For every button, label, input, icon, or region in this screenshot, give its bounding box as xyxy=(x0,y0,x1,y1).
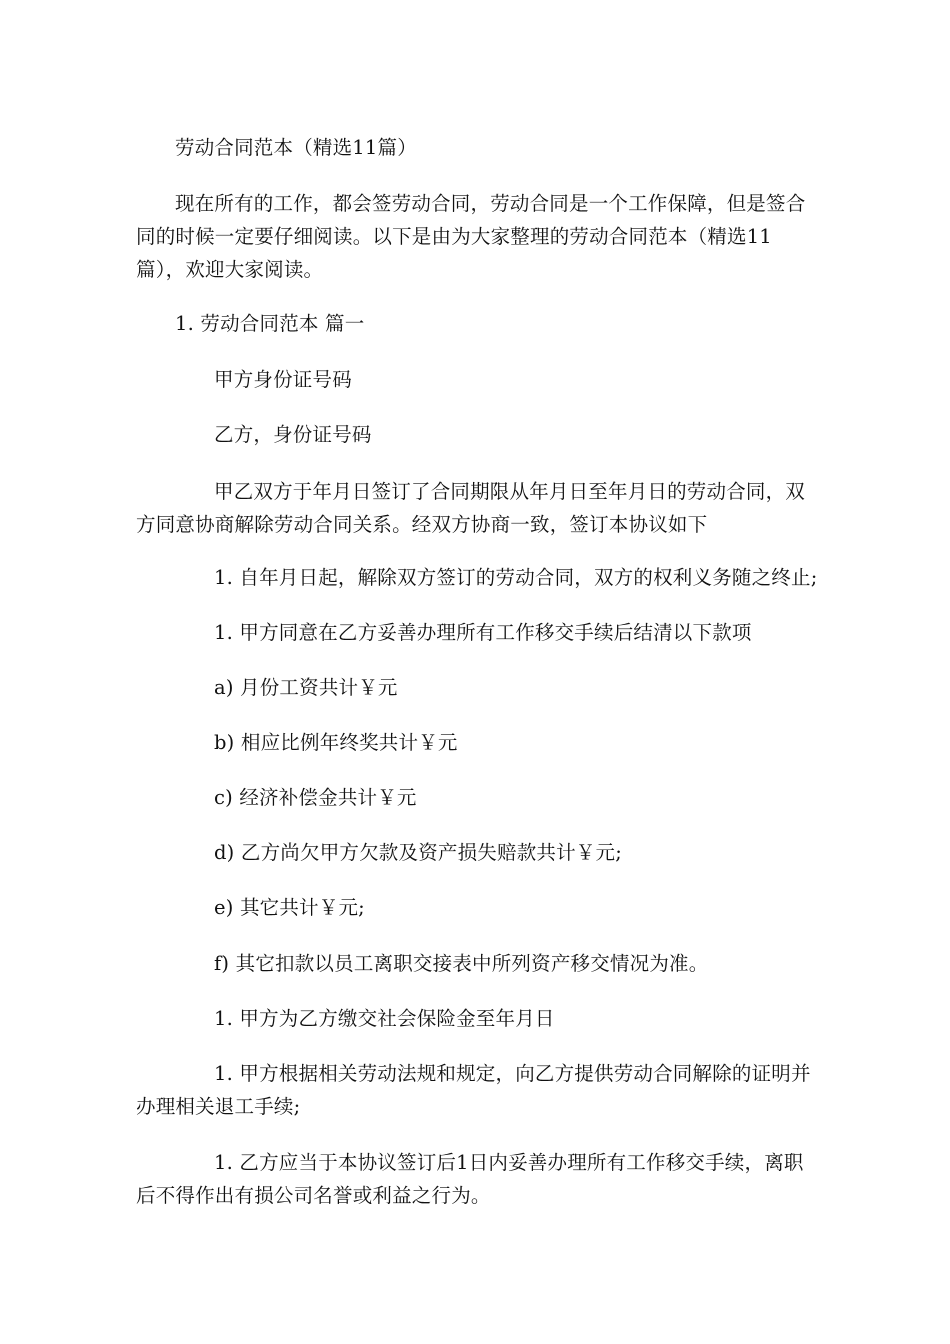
party-a-line: 甲方身份证号码 xyxy=(214,368,352,391)
clause-5-text: 1. 乙方应当于本协议签订后1日内妥善办理所有工作移交手续，离职后不得作出有损公司名誉或利益之行为。 xyxy=(136,1151,804,1207)
payment-item-a: a) 月份工资共计￥元 xyxy=(214,676,398,699)
party-b-line: 乙方，身份证号码 xyxy=(214,423,372,446)
payment-item-c: c) 经济补偿金共计￥元 xyxy=(214,786,417,809)
clause-5-paragraph xyxy=(136,1146,816,1212)
payment-item-f: f) 其它扣款以员工离职交接表中所列资产移交情况为准。 xyxy=(214,952,709,975)
section-heading: 1. 劳动合同范本 篇一 xyxy=(175,312,365,335)
payment-item-b: b) 相应比例年终奖共计￥元 xyxy=(214,731,458,754)
clause-3: 1. 甲方为乙方缴交社会保险金至年月日 xyxy=(214,1007,555,1030)
document-title: 劳动合同范本（精选11篇） xyxy=(175,136,417,159)
clause-4-text: 1. 甲方根据相关劳动法规和规定，向乙方提供劳动合同解除的证明并办理相关退工手续; xyxy=(136,1062,811,1118)
agreement-intro-text: 甲乙双方于年月日签订了合同期限从年月日至年月日的劳动合同，双方同意协商解除劳动合同关系。经双方协商一致，签订本协议如下 xyxy=(136,480,806,536)
payment-item-d: d) 乙方尚欠甲方欠款及资产损失赔款共计￥元; xyxy=(214,841,622,864)
clause-2: 1. 甲方同意在乙方妥善办理所有工作移交手续后结清以下款项 xyxy=(214,621,752,644)
intro-paragraph xyxy=(136,187,816,286)
clause-4-paragraph xyxy=(136,1057,816,1123)
agreement-intro-paragraph xyxy=(136,475,816,541)
payment-item-e: e) 其它共计￥元; xyxy=(214,896,365,919)
clause-1: 1. 自年月日起，解除双方签订的劳动合同，双方的权利义务随之终止; xyxy=(214,566,818,589)
intro-text: 现在所有的工作，都会签劳动合同，劳动合同是一个工作保障，但是签合同的时候一定要仔细阅读。以下是由为大家整理的劳动合同范本（精选11篇），欢迎大家阅读。 xyxy=(136,192,806,281)
